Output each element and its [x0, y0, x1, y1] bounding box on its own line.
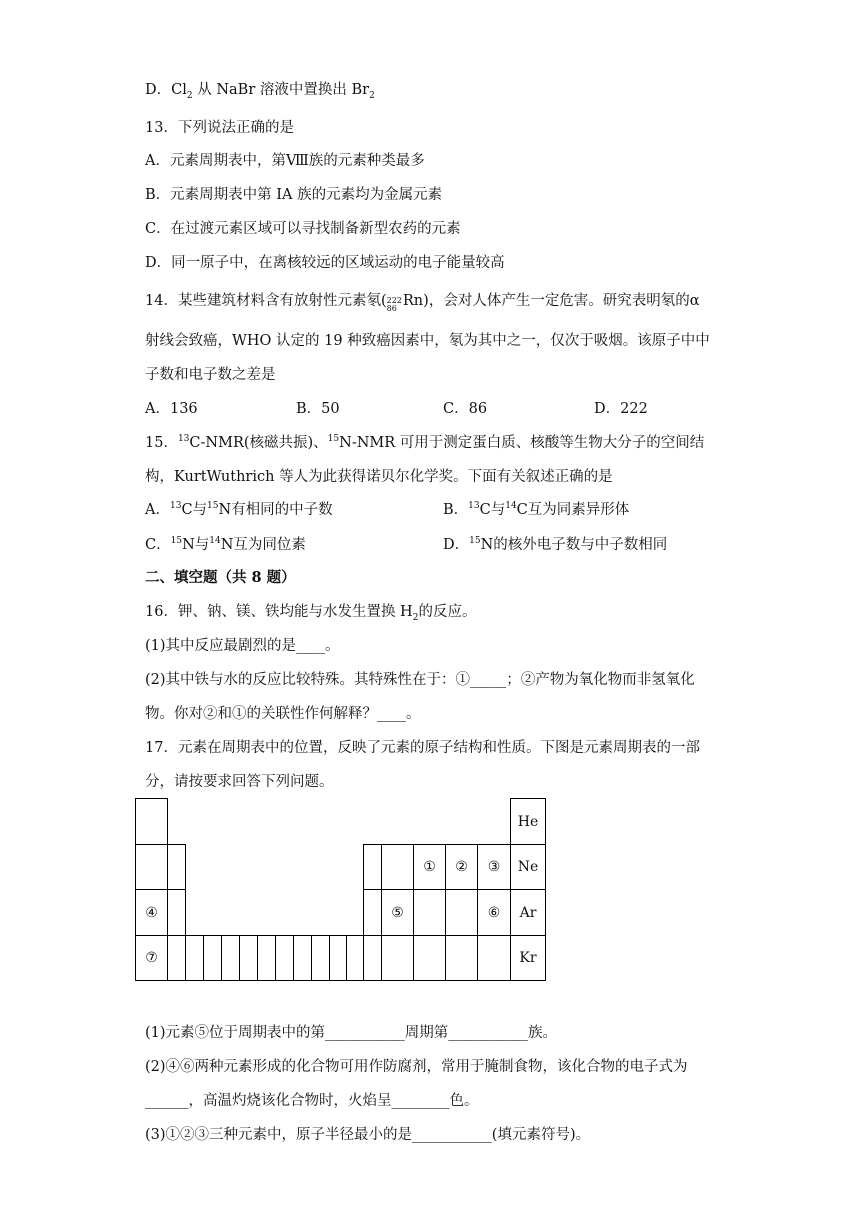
formula: Cl [171, 82, 187, 98]
element-symbol: N [218, 502, 232, 518]
stem-text: -NMR 可用于测定蛋白质、核酸等生物大分子的空间结 [351, 435, 705, 451]
mass-number: 13 [468, 501, 480, 512]
mass-number: 15 [327, 434, 340, 445]
stem-text: 的反应。 [418, 604, 477, 620]
element-symbol: C [181, 502, 193, 518]
pt-cell [221, 935, 240, 981]
mass-number: 15 [469, 536, 481, 547]
element-symbol: N [182, 537, 195, 553]
pt-cell [239, 935, 258, 981]
q14-option-c: C．86 [443, 401, 488, 417]
pt-cell-marker-4: ④ [135, 889, 168, 936]
formula: Br [351, 82, 370, 98]
stem-text: -NMR(核磁共振)、 [200, 435, 328, 451]
element-symbol: C [189, 435, 201, 451]
q16-part1: (1)其中反应最剧烈的是____。 [145, 638, 340, 654]
q15-option-b [443, 500, 629, 520]
pt-cell-kr: Kr [510, 935, 546, 981]
q14-option-b: B．50 [296, 401, 340, 417]
mass-number: 14 [505, 501, 517, 512]
pt-cell [413, 935, 446, 981]
stem-text: 16．钾、钠、镁、铁均能与水发生置换 H [145, 604, 413, 620]
q15-option-d [443, 535, 667, 555]
q16-part2-line1: (2)其中铁与水的反应比较特殊。其特殊性在于：①_____；②产物为氧化物而非氢氧化 [145, 672, 695, 688]
q14-option-d: D．222 [594, 401, 648, 417]
q15-option-a [145, 500, 333, 520]
mass-number: 13 [169, 501, 182, 512]
pt-cell [363, 889, 382, 936]
q15-option-c [145, 535, 306, 555]
option-text: 从 NaBr 溶液中置换出 [192, 82, 352, 98]
pt-cell [167, 844, 186, 890]
q14-stem-line1 [145, 291, 700, 315]
pt-cell [275, 935, 294, 981]
q13-option-a: A．元素周期表中，第Ⅷ族的元素种类最多 [145, 153, 425, 169]
q14-option-a: A．136 [145, 401, 198, 417]
pt-cell [477, 935, 511, 981]
mass-number: 14 [209, 536, 221, 547]
question-number: 15． [145, 435, 178, 451]
option-label: A． [145, 502, 170, 518]
pt-cell [293, 935, 312, 981]
option-text: 与 [192, 502, 208, 518]
pt-cell [381, 935, 414, 981]
q13-option-c: C．在过渡元素区域可以寻找制备新型农药的元素 [145, 221, 461, 237]
pt-cell [363, 935, 382, 981]
pt-cell-ne: Ne [510, 844, 546, 890]
stem-text: 14．某些建筑材料含有放射性元素氡( [145, 293, 387, 309]
q15-stem-line1 [145, 433, 704, 453]
pt-cell [185, 935, 204, 981]
pt-cell-ar: Ar [510, 889, 546, 936]
subscript: 2 [186, 90, 193, 101]
option-label: D． [145, 82, 172, 98]
mass-number: 15 [170, 536, 183, 547]
q17-part2-line1: (2)④⑥两种元素形成的化合物可用作防腐剂，常用于腌制食物，该化合物的电子式为 [145, 1059, 688, 1075]
nuclide-rn [387, 291, 424, 315]
option-text: 互为同素异形体 [527, 502, 630, 518]
subscript: 2 [369, 90, 375, 101]
q14-stem-line2: 射线会致癌，WHO 认定的 19 种致癌因素中，氡为其中之一，仅次于吸烟。该原子中中 [145, 333, 710, 349]
section-heading: 二、填空题（共 8 题） [145, 569, 296, 586]
option-label: C． [145, 537, 171, 553]
q17-part1: (1)元素⑤位于周期表中的第___________周期第___________族。 [145, 1025, 558, 1041]
mass-number: 15 [207, 501, 219, 512]
q17-stem-line1: 17．元素在周期表中的位置，反映了元素的原子结构和性质。下图是元素周期表的一部 [145, 740, 700, 756]
q16-stem [145, 602, 476, 622]
element-symbol: C [516, 502, 528, 518]
pt-cell [257, 935, 276, 981]
pt-cell-marker-3: ③ [477, 844, 511, 890]
pt-cell [167, 935, 186, 981]
pt-cell-marker-2: ② [445, 844, 478, 890]
pt-cell-he: He [510, 798, 546, 845]
q16-part2-line2: 物。你对②和①的关联性作何解释？____。 [145, 706, 421, 722]
subscript: 2 [412, 612, 419, 623]
q13-option-d: D．同一原子中，在离核较远的区域运动的电子能量较高 [145, 255, 505, 271]
pt-cell [445, 889, 478, 936]
pt-cell-marker-1: ① [413, 844, 446, 890]
option-text: 的核外电子数与中子数相同 [493, 537, 668, 553]
element-symbol: N [220, 537, 234, 553]
pt-cell-marker-5: ⑤ [381, 889, 414, 936]
q15-stem-line2: 构，KurtWuthrich 等人为此获得诺贝尔化学奖。下面有关叙述正确的是 [145, 469, 613, 485]
pt-cell-marker-6: ⑥ [477, 889, 511, 936]
option-label: D． [443, 537, 470, 553]
element-symbol: Rn [402, 293, 424, 309]
q17-stem-line2: 分，请按要求回答下列问题。 [145, 774, 334, 790]
option-text: 互为同位素 [233, 537, 306, 553]
element-symbol: C [479, 502, 491, 518]
pt-cell [203, 935, 222, 981]
element-symbol: N [339, 435, 352, 451]
pt-cell [135, 798, 168, 845]
element-symbol: N [480, 537, 494, 553]
pt-cell [167, 889, 186, 936]
atomic-number: 86 [386, 304, 397, 313]
q14-stem-line3: 子数和电子数之差是 [145, 367, 276, 383]
q13-stem: 13．下列说法正确的是 [145, 120, 294, 136]
q17-part2-line2: ______，高温灼烧该化合物时，火焰呈________色。 [145, 1093, 479, 1109]
pt-cell [329, 935, 347, 981]
mass-number: 222 [386, 296, 402, 305]
pt-cell [346, 935, 364, 981]
q12-option-d [145, 80, 375, 100]
stem-text: )，会对人体产生一定危害。研究表明氡的α [423, 293, 700, 309]
mass-number: 13 [177, 434, 190, 445]
option-text: 与 [490, 502, 506, 518]
pt-cell [363, 844, 382, 890]
pt-cell [445, 935, 478, 981]
pt-cell [135, 844, 168, 890]
pt-cell-marker-7: ⑦ [135, 935, 168, 981]
option-text: 与 [194, 537, 210, 553]
q13-option-b: B．元素周期表中第 IA 族的元素均为金属元素 [145, 187, 443, 203]
option-text: 有相同的中子数 [231, 502, 333, 518]
q17-part3: (3)①②③三种元素中，原子半径最小的是___________(填元素符号)。 [145, 1127, 591, 1143]
pt-cell [413, 889, 446, 936]
option-label: B． [443, 502, 469, 518]
pt-cell [311, 935, 330, 981]
pt-cell [381, 844, 414, 890]
